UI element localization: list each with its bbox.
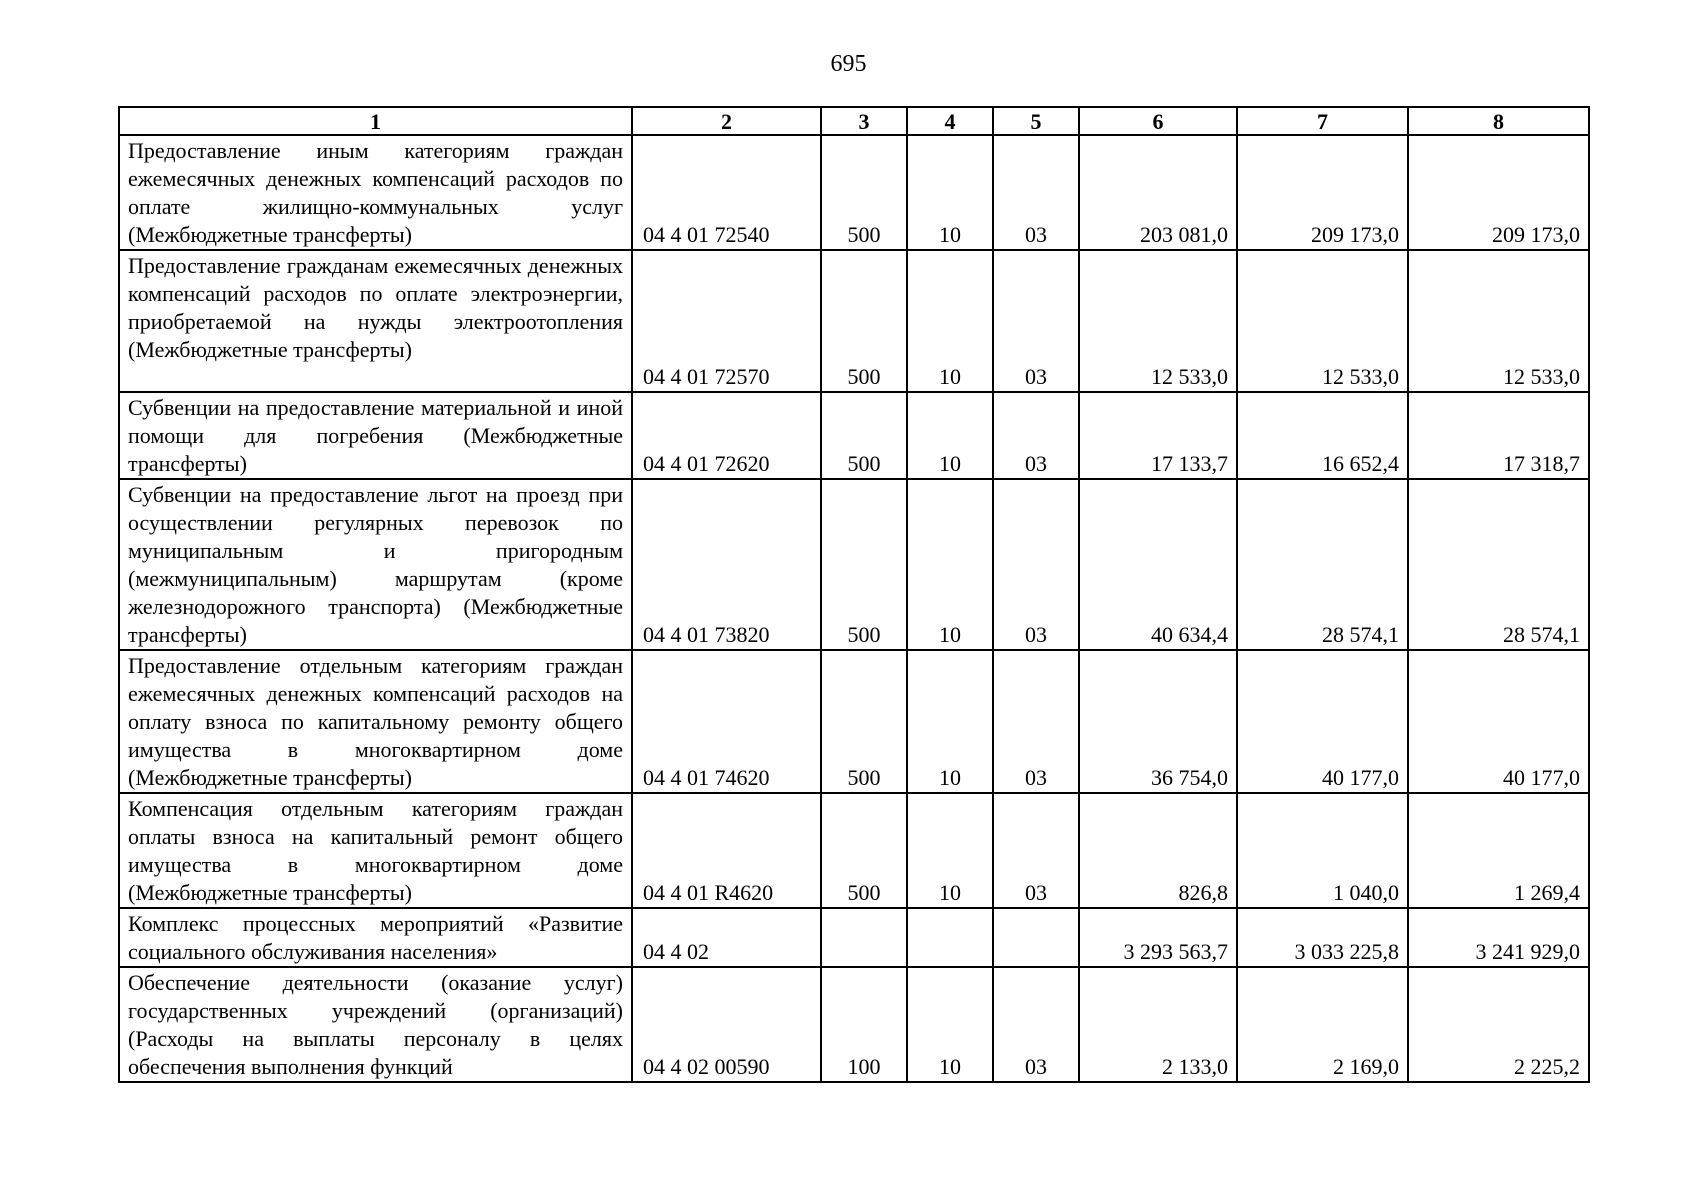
row-amount-col7: 209 173,0 bbox=[1237, 135, 1408, 250]
row-target-code: 04 4 01 74620 bbox=[632, 650, 821, 793]
table-header bbox=[119, 107, 1589, 135]
header-row bbox=[119, 107, 1589, 135]
budget-table bbox=[118, 106, 1590, 1083]
row-amount-col6: 826,8 bbox=[1079, 793, 1237, 908]
row-section bbox=[907, 908, 993, 967]
row-expense-type: 500 bbox=[821, 793, 907, 908]
row-subsection: 03 bbox=[993, 135, 1079, 250]
row-section: 10 bbox=[907, 392, 993, 479]
row-amount-col6: 17 133,7 bbox=[1079, 392, 1237, 479]
row-expense-type: 500 bbox=[821, 135, 907, 250]
row-amount-col8: 28 574,1 bbox=[1408, 479, 1589, 650]
column-header-6: 6 bbox=[1079, 107, 1237, 135]
row-amount-col7: 2 169,0 bbox=[1237, 967, 1408, 1082]
column-header-1: 1 bbox=[119, 107, 632, 135]
row-subsection: 03 bbox=[993, 793, 1079, 908]
row-section: 10 bbox=[907, 135, 993, 250]
row-amount-col6: 2 133,0 bbox=[1079, 967, 1237, 1082]
table-row bbox=[119, 135, 1589, 250]
row-section: 10 bbox=[907, 250, 993, 392]
row-subsection: 03 bbox=[993, 479, 1079, 650]
row-subsection: 03 bbox=[993, 967, 1079, 1082]
table-row bbox=[119, 479, 1589, 650]
row-section: 10 bbox=[907, 650, 993, 793]
table-row bbox=[119, 793, 1589, 908]
row-target-code: 04 4 01 73820 bbox=[632, 479, 821, 650]
row-amount-col8: 12 533,0 bbox=[1408, 250, 1589, 392]
row-amount-col7: 28 574,1 bbox=[1237, 479, 1408, 650]
page-number: 695 bbox=[830, 51, 867, 77]
table-row bbox=[119, 650, 1589, 793]
row-amount-col8: 3 241 929,0 bbox=[1408, 908, 1589, 967]
row-amount-col6: 40 634,4 bbox=[1079, 479, 1237, 650]
row-description: Компенсация отдельным категориям граждан оплаты взноса на капитальный ремонт общего имущества в многоквартирном доме (Межбюджетные трансферты) bbox=[119, 793, 632, 908]
row-amount-col6: 12 533,0 bbox=[1079, 250, 1237, 392]
row-description: Предоставление гражданам ежемесячных денежных компенсаций расходов по оплате электроэнергии, приобретаемой на нужды электроотопления (Межбюджетные трансферты) bbox=[119, 250, 632, 392]
row-subsection bbox=[993, 908, 1079, 967]
row-amount-col7: 16 652,4 bbox=[1237, 392, 1408, 479]
column-header-2: 2 bbox=[632, 107, 821, 135]
column-header-8: 8 bbox=[1408, 107, 1589, 135]
row-section: 10 bbox=[907, 479, 993, 650]
row-amount-col6: 36 754,0 bbox=[1079, 650, 1237, 793]
row-section: 10 bbox=[907, 967, 993, 1082]
row-target-code: 04 4 01 R4620 bbox=[632, 793, 821, 908]
row-amount-col8: 17 318,7 bbox=[1408, 392, 1589, 479]
row-amount-col7: 40 177,0 bbox=[1237, 650, 1408, 793]
table-row bbox=[119, 250, 1589, 392]
row-description: Субвенции на предоставление материальной и иной помощи для погребения (Межбюджетные трансферты) bbox=[119, 392, 632, 479]
row-expense-type: 500 bbox=[821, 392, 907, 479]
row-expense-type: 500 bbox=[821, 250, 907, 392]
row-description: Предоставление отдельным категориям граждан ежемесячных денежных компенсаций расходов на оплату взноса по капитальному ремонту общего имущества в многоквартирном доме (Межбюджетные трансферты) bbox=[119, 650, 632, 793]
row-description: Комплекс процессных мероприятий «Развитие социального обслуживания населения» bbox=[119, 908, 632, 967]
table-row bbox=[119, 908, 1589, 967]
row-expense-type: 500 bbox=[821, 650, 907, 793]
row-amount-col7: 12 533,0 bbox=[1237, 250, 1408, 392]
row-target-code: 04 4 01 72570 bbox=[632, 250, 821, 392]
row-target-code: 04 4 01 72620 bbox=[632, 392, 821, 479]
row-amount-col6: 3 293 563,7 bbox=[1079, 908, 1237, 967]
row-expense-type: 100 bbox=[821, 967, 907, 1082]
row-expense-type bbox=[821, 908, 907, 967]
row-target-code: 04 4 02 bbox=[632, 908, 821, 967]
row-amount-col7: 3 033 225,8 bbox=[1237, 908, 1408, 967]
row-target-code: 04 4 01 72540 bbox=[632, 135, 821, 250]
table-row bbox=[119, 967, 1589, 1082]
row-amount-col7: 1 040,0 bbox=[1237, 793, 1408, 908]
column-header-7: 7 bbox=[1237, 107, 1408, 135]
table-body bbox=[119, 135, 1589, 1082]
row-subsection: 03 bbox=[993, 250, 1079, 392]
column-header-4: 4 bbox=[907, 107, 993, 135]
row-subsection: 03 bbox=[993, 650, 1079, 793]
row-target-code: 04 4 02 00590 bbox=[632, 967, 821, 1082]
row-expense-type: 500 bbox=[821, 479, 907, 650]
row-amount-col8: 1 269,4 bbox=[1408, 793, 1589, 908]
column-header-5: 5 bbox=[993, 107, 1079, 135]
row-description: Обеспечение деятельности (оказание услуг) государственных учреждений (организаций) (Расходы на выплаты персоналу в целях обеспечения выполнения функций bbox=[119, 967, 632, 1082]
row-amount-col6: 203 081,0 bbox=[1079, 135, 1237, 250]
row-description: Предоставление иным категориям граждан ежемесячных денежных компенсаций расходов по оплате жилищно-коммунальных услуг (Межбюджетные трансферты) bbox=[119, 135, 632, 250]
table-row bbox=[119, 392, 1589, 479]
row-subsection: 03 bbox=[993, 392, 1079, 479]
row-amount-col8: 40 177,0 bbox=[1408, 650, 1589, 793]
row-section: 10 bbox=[907, 793, 993, 908]
row-description: Субвенции на предоставление льгот на проезд при осуществлении регулярных перевозок по муниципальным и пригородным (межмуниципальным) маршрутам (кроме железнодорожного транспорта) (Межбюджетные трансферты) bbox=[119, 479, 632, 650]
row-amount-col8: 209 173,0 bbox=[1408, 135, 1589, 250]
row-amount-col8: 2 225,2 bbox=[1408, 967, 1589, 1082]
column-header-3: 3 bbox=[821, 107, 907, 135]
